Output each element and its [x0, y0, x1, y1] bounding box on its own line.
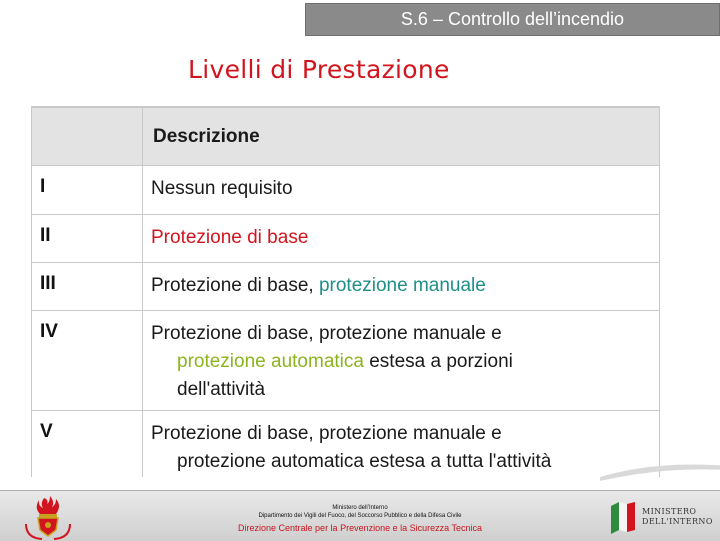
level-cell: IV	[32, 311, 143, 411]
description-text-highlight: protezione manuale	[318, 275, 486, 296]
header-level-cell	[32, 108, 143, 166]
description-text: estesa a porzioni	[363, 351, 513, 372]
footer-text-block	[200, 504, 520, 534]
description-text-highlight: Protezione di base	[151, 227, 309, 248]
decorative-swoosh	[600, 455, 720, 485]
footer-ministry: Ministero dell’Interno	[332, 505, 388, 511]
description-text-highlight: protezione automatica	[177, 351, 364, 372]
description-continuation: dell'attività	[177, 379, 266, 400]
levels-table-container	[31, 106, 660, 477]
description-cell	[143, 215, 660, 263]
level-cell: II	[32, 215, 143, 263]
description-text: Protezione di base,	[151, 275, 319, 296]
footer-department: Dipartimento dei Vigili del Fuoco, del Soccorso Pubblico e della Difesa Civile	[258, 513, 462, 519]
ministero-logo-line1: MINISTERO	[642, 507, 697, 516]
description-cell	[143, 311, 660, 411]
section-title: S.6 – Controllo dell’incendio	[400, 9, 625, 29]
section-header-bar	[305, 3, 720, 36]
description-continuation	[151, 348, 651, 376]
table-header-row	[32, 108, 660, 166]
level-cell: I	[32, 166, 143, 215]
ministero-logo-text	[642, 507, 713, 527]
description-cell	[143, 411, 660, 478]
table-row	[32, 215, 660, 263]
header-description: Descrizione	[143, 108, 660, 166]
ministero-logo-line2: DELL'INTERNO	[642, 517, 713, 526]
ministero-interno-logo	[608, 500, 718, 534]
page-title: Livelli di Prestazione	[188, 55, 450, 84]
table-row	[32, 166, 660, 215]
italian-flag-icon	[608, 500, 638, 534]
description-cell	[143, 166, 660, 215]
description-continuation: protezione automatica estesa a tutta l'attività	[177, 451, 552, 472]
table-row	[32, 311, 660, 411]
description-cell	[143, 263, 660, 311]
vigili-del-fuoco-logo	[20, 494, 76, 540]
table-row	[32, 411, 660, 478]
description-text: Protezione di base, protezione manuale e	[151, 323, 502, 344]
level-cell: III	[32, 263, 143, 311]
level-cell: V	[32, 411, 143, 478]
description-text: Nessun requisito	[151, 178, 293, 199]
description-text: Protezione di base, protezione manuale e	[151, 423, 502, 444]
levels-table	[31, 107, 660, 477]
table-row	[32, 263, 660, 311]
footer-directorate: Direzione Centrale per la Prevenzione e la Sicurezza Tecnica	[238, 523, 482, 533]
